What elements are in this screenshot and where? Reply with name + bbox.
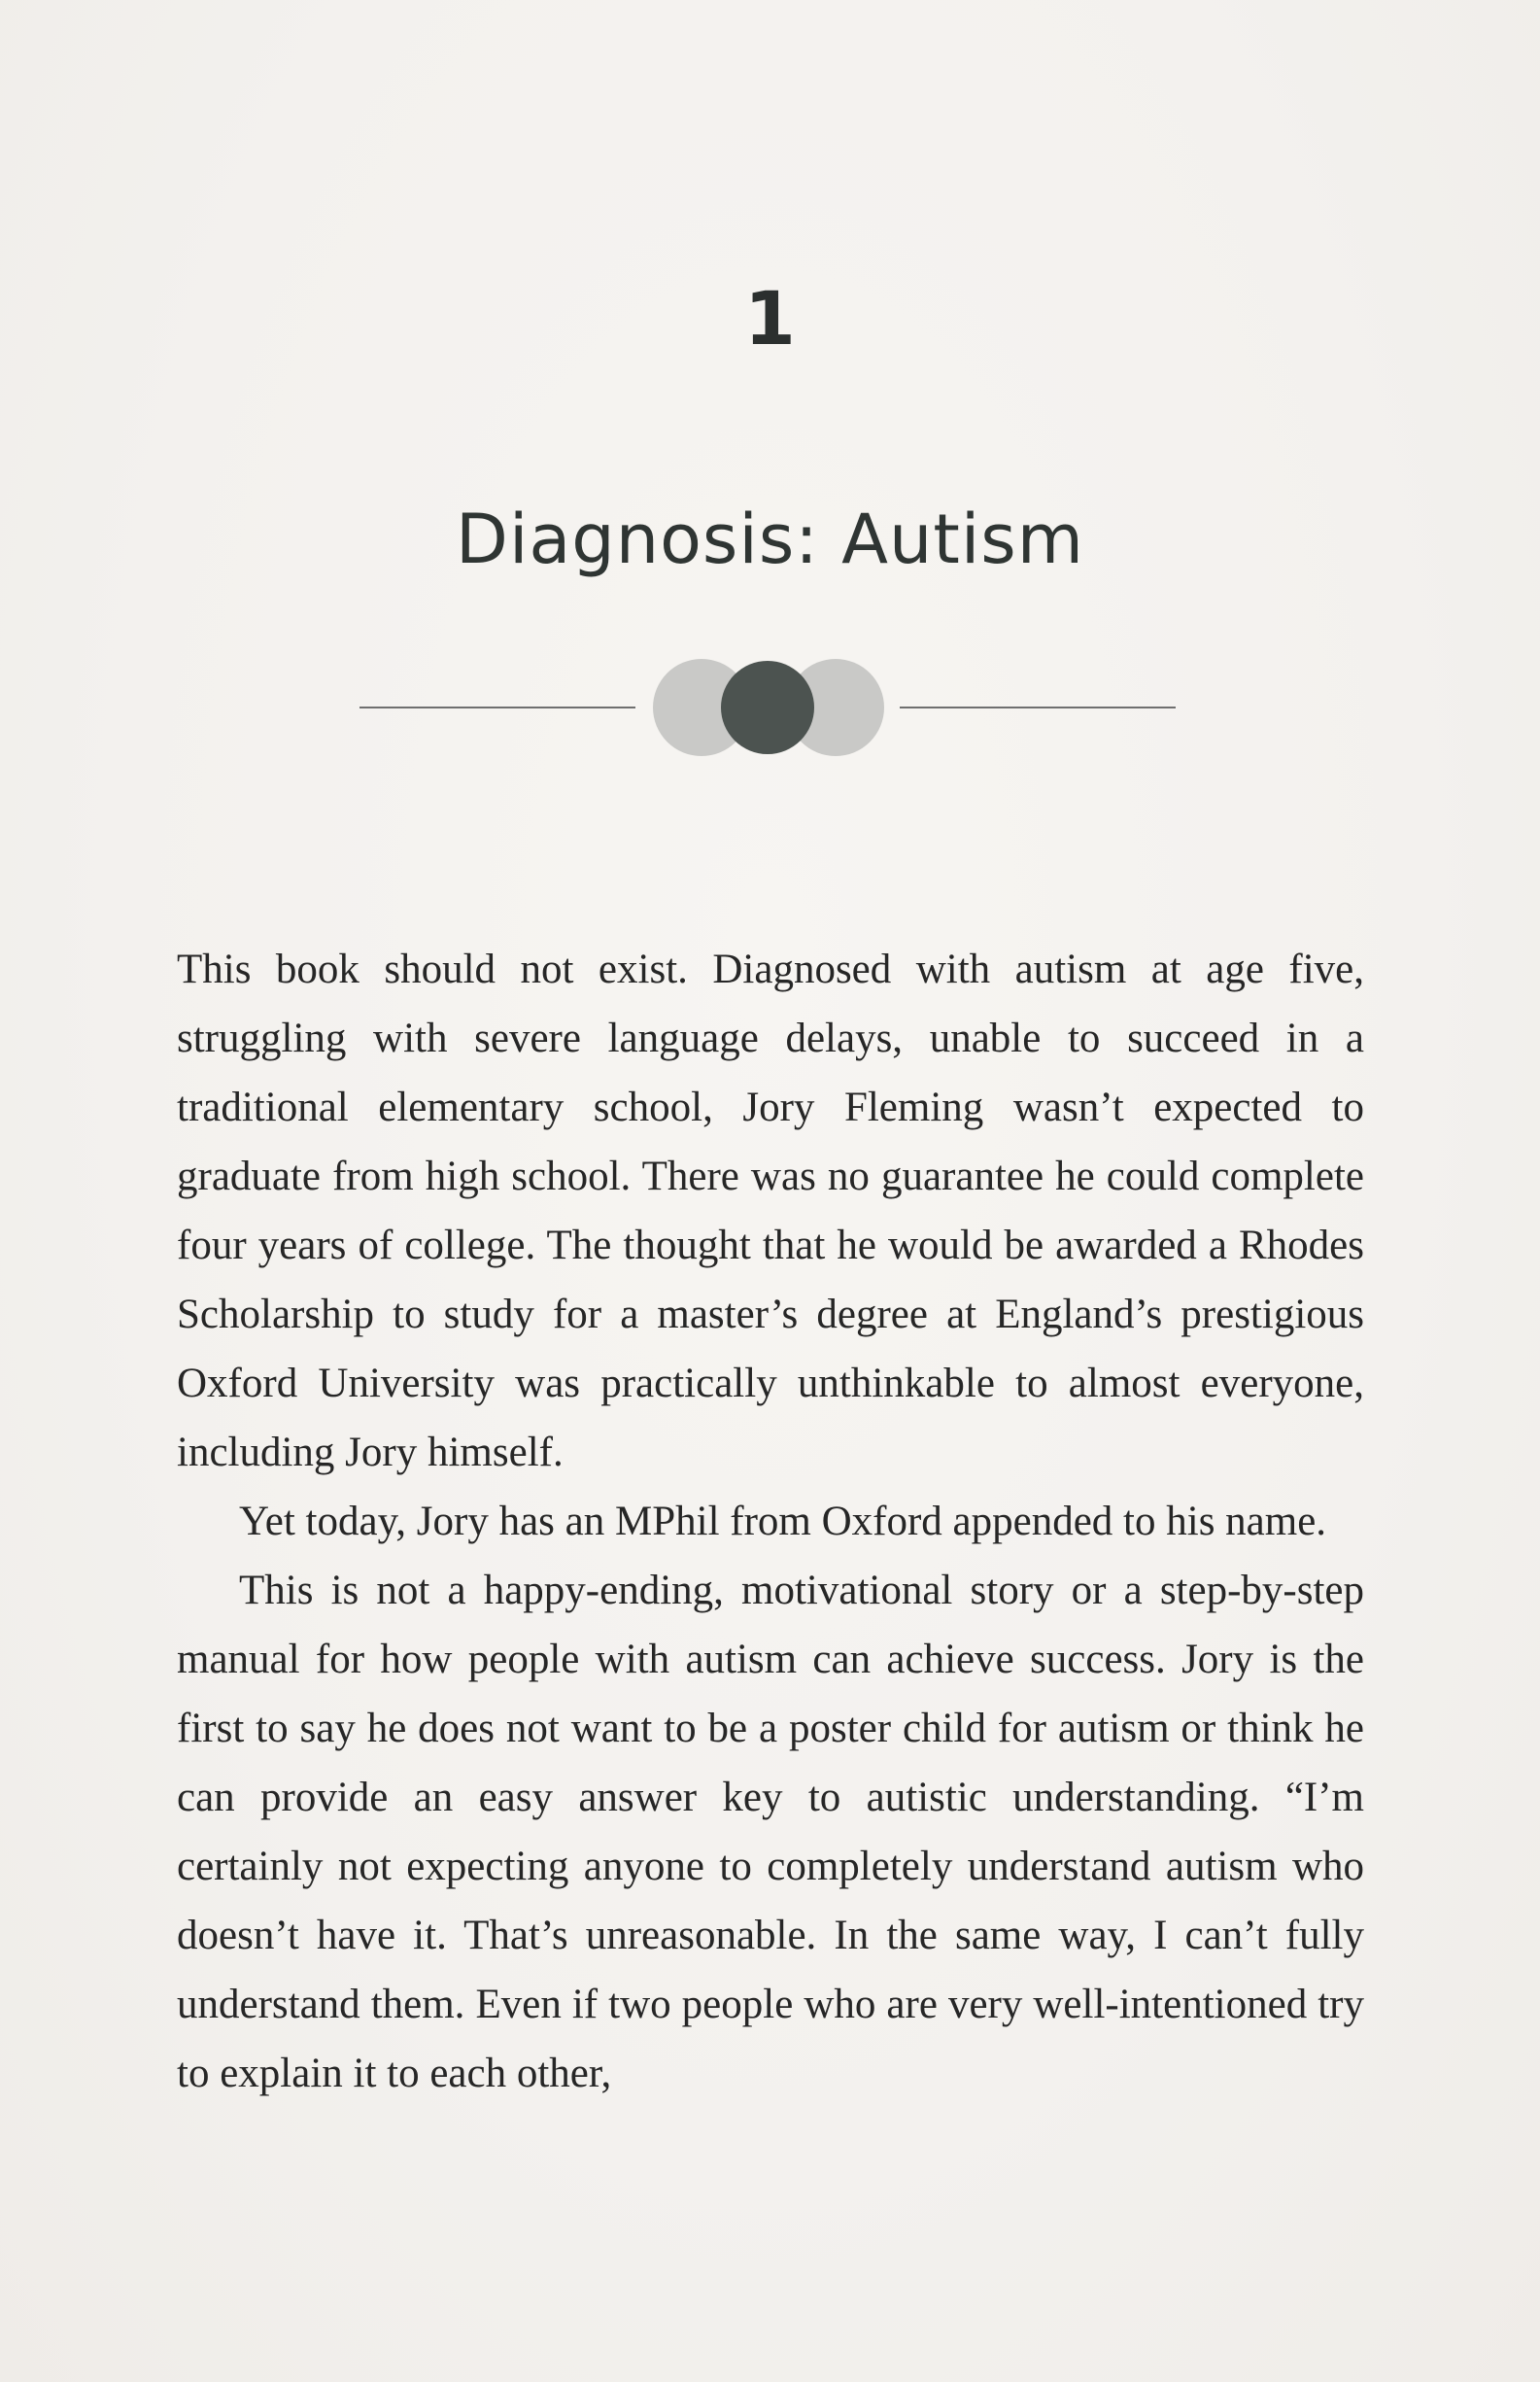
paragraph-1: This book should not exist. Diagnosed with autism at age five, struggling with severe language delays, unable to succeed in a traditional elementary school, Jory Fleming wasn’t expected to graduate from high school. There was no guarantee he could complete four years of college. The thought that he would be awarded a Rhodes Scholarship to study for a master’s degree at England’s prestigious Oxford University was practically unthinkable to almost everyone, including Jory himself.: [177, 947, 1364, 1475]
chapter-ornament: [359, 651, 1176, 768]
body-text: [177, 935, 1364, 2108]
ornament-circle-center: [721, 661, 814, 754]
paragraph-3: This is not a happy-ending, motivational story or a step-by-step manual for how people with autism can achieve success. Jory is the first to say he does not want to be a poster child for autism or think he can provide an easy answer key to autistic understanding. “I’m certainly not expecting anyone to completely understand autism who doesn’t have it. That’s unreasonable. In the same way, I can’t fully understand them. Even if two people who are very well-intentioned try to explain it to each other,: [177, 1568, 1364, 2096]
chapter-title: Diagnosis: Autism: [456, 500, 1084, 579]
paragraph-2: Yet today, Jory has an MPhil from Oxford appended to his name.: [239, 1499, 1327, 1544]
chapter-number: 1: [744, 275, 796, 362]
